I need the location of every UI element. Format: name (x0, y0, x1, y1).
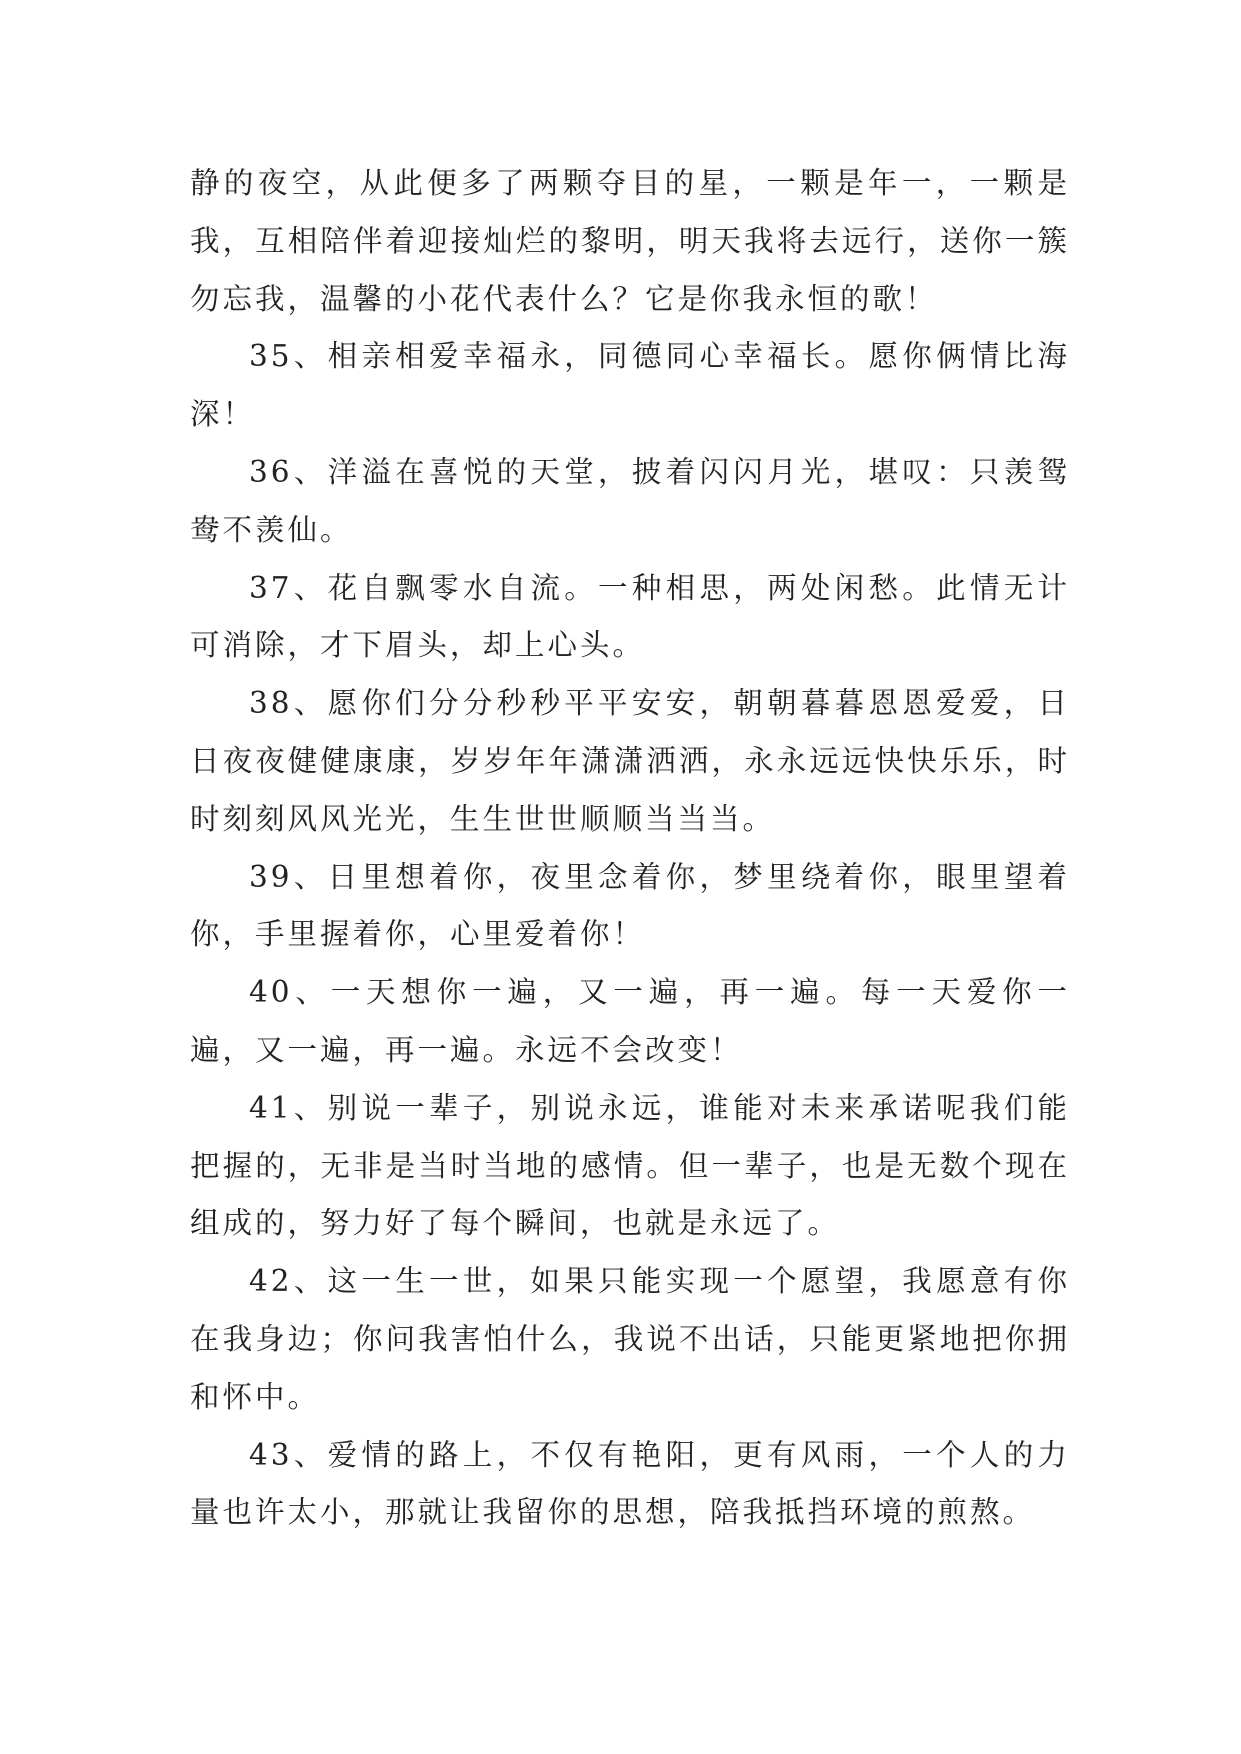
paragraph-continued: 静的夜空，从此便多了两颗夺目的星，一颗是年一，一颗是我，互相陪伴着迎接灿烂的黎明，明天我将去远行，送你一簇勿忘我，温馨的小花代表什么？它是你我永恒的歌！ (190, 166, 1070, 316)
paragraph-37: 37、花自飘零水自流。一种相思，两处闲愁。此情无计可消除，才下眉头，却上心头。 (190, 570, 1070, 663)
paragraph-40: 40、一天想你一遍，又一遍，再一遍。每一天爱你一遍，又一遍，再一遍。永远不会改变！ (190, 975, 1070, 1067)
paragraph-38: 38、愿你们分分秒秒平平安安，朝朝暮暮恩恩爱爱，日日夜夜健健康康，岁岁年年潇潇洒洒，永永远远快快乐乐，时时刻刻风风光光，生生世世顺顺当当当。 (190, 686, 1070, 836)
paragraph-43: 43、爱情的路上，不仅有艳阳，更有风雨，一个人的力量也许太小，那就让我留你的思想，陪我抵挡环境的煎熬。 (190, 1437, 1070, 1530)
document-body (190, 155, 1070, 1542)
paragraph-42: 42、这一生一世，如果只能实现一个愿望，我愿意有你在我身边；你问我害怕什么，我说不出话，只能更紧地把你拥和怀中。 (190, 1264, 1070, 1414)
paragraph-36: 36、洋溢在喜悦的天堂，披着闪闪月光，堪叹：只羡鸳鸯不羡仙。 (190, 454, 1070, 547)
paragraph-35: 35、相亲相爱幸福永，同德同心幸福长。愿你俩情比海深！ (190, 339, 1070, 432)
paragraph-41: 41、别说一辈子，别说永远，谁能对未来承诺呢我们能把握的，无非是当时当地的感情。但一辈子，也是无数个现在组成的，努力好了每个瞬间，也就是永远了。 (190, 1090, 1070, 1241)
paragraph-39: 39、日里想着你，夜里念着你，梦里绕着你，眼里望着你，手里握着你，心里爱着你！ (190, 859, 1070, 952)
